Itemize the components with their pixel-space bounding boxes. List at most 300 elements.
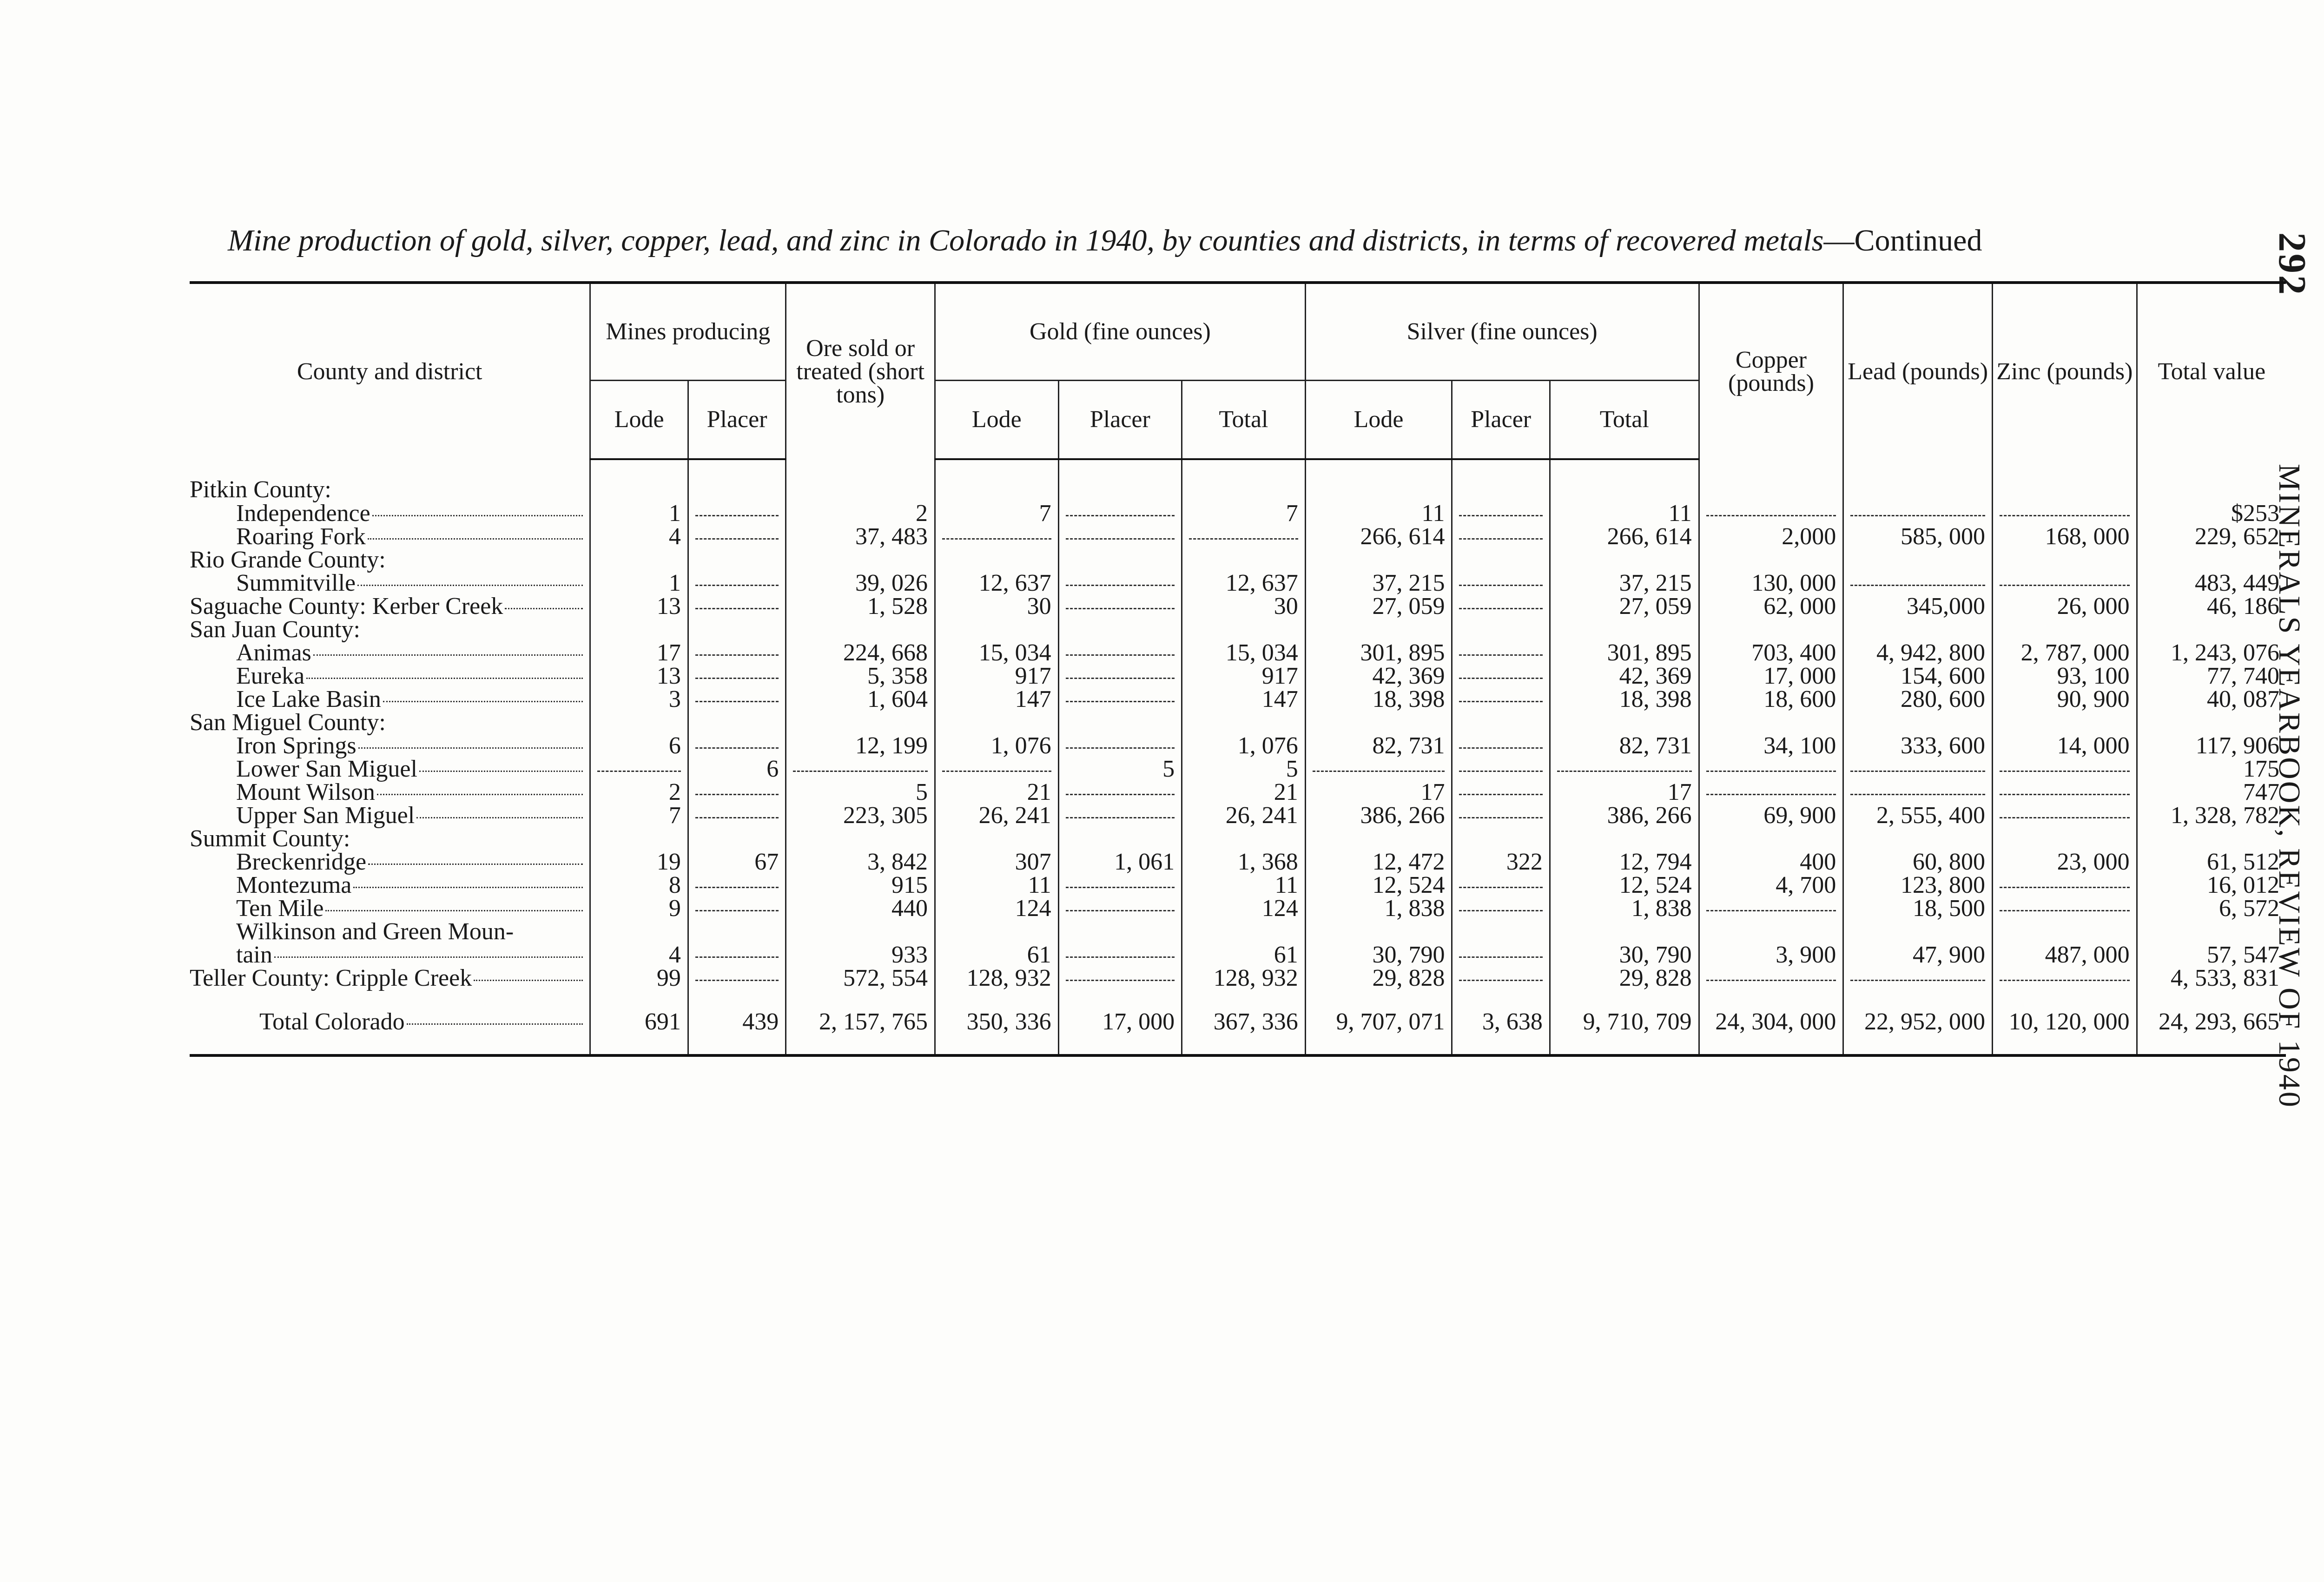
total-cell: 17, 000 (1058, 990, 1182, 1055)
total-cell: 22, 952, 000 (1843, 990, 1993, 1055)
running-head-title: MINERALS YEARBOOK, REVIEW OF 1940 (2272, 464, 2306, 1109)
table-cell: 3, 900 (1699, 943, 1843, 967)
table-cell: 301, 895 (1550, 641, 1699, 665)
table-cell (1843, 967, 1993, 990)
table-cell: 14, 000 (1993, 734, 2137, 758)
table-cell: 917 (1182, 665, 1306, 688)
row-label: Summit County: (190, 825, 350, 852)
table-cell (688, 641, 786, 665)
table-cell (1993, 548, 2137, 572)
table-cell: 37, 483 (786, 525, 935, 548)
table-cell (1550, 920, 1699, 943)
row-label (190, 595, 590, 618)
row-label (190, 874, 590, 897)
table-cell (1058, 525, 1182, 548)
col-gold-lode: Lode (935, 381, 1059, 460)
table-cell (1993, 572, 2137, 595)
table-cell (688, 618, 786, 641)
col-gold: Gold (fine ounces) (935, 283, 1306, 381)
table-cell (1452, 967, 1550, 990)
table-cell: 386, 266 (1305, 804, 1452, 827)
table-cell (2137, 920, 2286, 943)
table-cell: 224, 668 (786, 641, 935, 665)
table-cell (1452, 459, 1550, 502)
table-cell: 933 (786, 943, 935, 967)
total-cell: 24, 293, 665 (2137, 990, 2286, 1055)
row-label: San Juan County: (190, 616, 360, 643)
table-cell (1305, 618, 1452, 641)
table-cell (1058, 688, 1182, 711)
table-cell: 6 (590, 734, 688, 758)
table-cell (1993, 827, 2137, 850)
table-cell (688, 874, 786, 897)
table-cell (1452, 781, 1550, 804)
total-cell: 24, 304, 000 (1699, 990, 1843, 1055)
row-label (190, 572, 590, 595)
table-cell: 168, 000 (1993, 525, 2137, 548)
table-cell (1305, 711, 1452, 734)
row-label: Rio Grande County: (190, 547, 386, 573)
table-cell (1452, 502, 1550, 525)
table-cell: 29, 828 (1550, 967, 1699, 990)
row-label-text: Ten Mile (236, 895, 324, 922)
table-cell (1452, 874, 1550, 897)
table-cell (688, 734, 786, 758)
table-cell: 99 (590, 967, 688, 990)
col-mines-lode: Lode (590, 381, 688, 460)
total-label-text: Total Colorado (259, 1009, 405, 1035)
total-cell: 350, 336 (935, 990, 1059, 1055)
table-cell (786, 920, 935, 943)
table-cell (1305, 548, 1452, 572)
table-cell: 12, 199 (786, 734, 935, 758)
table-cell (1182, 548, 1306, 572)
table-cell (688, 827, 786, 850)
table-cell (1699, 711, 1843, 734)
table-cell (1843, 502, 1993, 525)
col-gold-placer: Placer (1058, 381, 1182, 460)
table-cell (1550, 827, 1699, 850)
table-cell (1452, 920, 1550, 943)
table-cell: 61, 512 (2137, 850, 2286, 874)
table-cell: 67 (688, 850, 786, 874)
table-cell (1550, 758, 1699, 781)
table-cell: 5, 358 (786, 665, 935, 688)
table-cell: 40, 087 (2137, 688, 2286, 711)
table-cell (1993, 711, 2137, 734)
table-cell (1305, 827, 1452, 850)
table-cell: 93, 100 (1993, 665, 2137, 688)
total-cell: 10, 120, 000 (1993, 990, 2137, 1055)
table-cell: 1, 076 (1182, 734, 1306, 758)
table-row (190, 734, 2286, 758)
table-cell (786, 618, 935, 641)
row-label-text: Mount Wilson (236, 779, 375, 805)
row-label-text: Upper San Miguel (236, 802, 415, 829)
table-cell (688, 459, 786, 502)
table-cell (935, 618, 1059, 641)
row-label-text: Iron Springs (236, 732, 357, 759)
table-row (190, 758, 2286, 781)
table-row (190, 641, 2286, 665)
table-cell: 34, 100 (1699, 734, 1843, 758)
table-cell: 11 (1305, 502, 1452, 525)
table-cell: 1 (590, 502, 688, 525)
table-cell: 57, 547 (2137, 943, 2286, 967)
table-cell (1058, 502, 1182, 525)
table-cell (1699, 758, 1843, 781)
table-body (190, 459, 2286, 1055)
row-label-text: Roaring Fork (236, 523, 366, 550)
table-cell (935, 459, 1059, 502)
production-table (190, 281, 2286, 1057)
table-cell (688, 967, 786, 990)
table-cell: 280, 600 (1843, 688, 1993, 711)
table-cell (1699, 502, 1843, 525)
table-cell (1699, 459, 1843, 502)
table-cell (1699, 781, 1843, 804)
table-cell (688, 548, 786, 572)
table-cell (1993, 874, 2137, 897)
county-row (190, 618, 2286, 641)
table-cell (1452, 827, 1550, 850)
table-cell (2137, 827, 2286, 850)
table-cell: 147 (1182, 688, 1306, 711)
table-cell: 30, 790 (1305, 943, 1452, 967)
row-label-text: Montezuma (236, 872, 352, 898)
table-cell: 301, 895 (1305, 641, 1452, 665)
row-label: San Miguel County: (190, 709, 386, 736)
col-county-district: County and district (190, 283, 590, 459)
table-cell: 747 (2137, 781, 2286, 804)
table-cell: 7 (590, 804, 688, 827)
page-number: 292 (2271, 232, 2314, 297)
table-cell (1452, 572, 1550, 595)
table-cell (688, 781, 786, 804)
row-label-text: tain (236, 942, 272, 968)
table-cell (1452, 595, 1550, 618)
table-cell (590, 459, 688, 502)
table-cell (935, 548, 1059, 572)
caption-continued: —Continued (1823, 224, 1982, 257)
table-cell (1843, 618, 1993, 641)
table-row (190, 897, 2286, 920)
table-cell (1550, 711, 1699, 734)
table-row (190, 781, 2286, 804)
table-cell (1993, 618, 2137, 641)
table-cell: 9 (590, 897, 688, 920)
row-label (190, 850, 590, 874)
table-cell (590, 548, 688, 572)
table-cell (1058, 618, 1182, 641)
county-row (190, 827, 2286, 850)
table-cell (590, 711, 688, 734)
table-cell: 18, 398 (1305, 688, 1452, 711)
table-cell: 42, 369 (1305, 665, 1452, 688)
table-cell: 1, 243, 076 (2137, 641, 2286, 665)
table-cell (935, 827, 1059, 850)
table-cell: 124 (935, 897, 1059, 920)
table-cell (688, 595, 786, 618)
table-cell (1182, 711, 1306, 734)
row-label (190, 758, 590, 781)
row-label (190, 943, 590, 967)
table-cell (1843, 572, 1993, 595)
county-row (190, 459, 2286, 502)
table-cell: 1, 061 (1058, 850, 1182, 874)
table-cell: 2 (786, 502, 935, 525)
table-row (190, 595, 2286, 618)
table-cell: 77, 740 (2137, 665, 2286, 688)
row-label-text: Lower San Miguel (236, 756, 417, 782)
col-total-value: Total value (2137, 283, 2286, 459)
table-cell (1843, 711, 1993, 734)
col-zinc: Zinc (pounds) (1993, 283, 2137, 459)
county-row (190, 711, 2286, 734)
table-cell: 6, 572 (2137, 897, 2286, 920)
table-cell: 2, 787, 000 (1993, 641, 2137, 665)
total-cell: 367, 336 (1182, 990, 1306, 1055)
table-cell (688, 920, 786, 943)
table-cell: 60, 800 (1843, 850, 1993, 874)
table-cell: 483, 449 (2137, 572, 2286, 595)
table-cell (935, 758, 1059, 781)
row-label (190, 665, 590, 688)
table-cell (1452, 711, 1550, 734)
table-cell (1452, 618, 1550, 641)
table-cell: 2, 555, 400 (1843, 804, 1993, 827)
table-cell (1058, 781, 1182, 804)
table-cell (688, 943, 786, 967)
table-cell: 82, 731 (1550, 734, 1699, 758)
row-label-text: Independence (236, 500, 370, 527)
caption-title: Mine production of gold, silver, copper, lead, and zinc in Colorado in 1940, by counties and districts, in terms of recovered metals (228, 224, 1824, 257)
table-cell: 1, 838 (1550, 897, 1699, 920)
table-cell (1699, 967, 1843, 990)
table-cell: 1, 838 (1305, 897, 1452, 920)
table-cell: 229, 652 (2137, 525, 2286, 548)
table-cell: 17 (590, 641, 688, 665)
table-cell (1058, 595, 1182, 618)
table-cell: 30 (935, 595, 1059, 618)
table-cell (2137, 618, 2286, 641)
row-label (190, 641, 590, 665)
table-cell (2137, 548, 2286, 572)
row-label-text: Animas (236, 639, 311, 666)
table-cell (1058, 967, 1182, 990)
table-cell (1993, 967, 2137, 990)
table-cell: 440 (786, 897, 935, 920)
table-cell: 703, 400 (1699, 641, 1843, 665)
table-cell: 47, 900 (1843, 943, 1993, 967)
table-cell: 147 (935, 688, 1059, 711)
table-row (190, 688, 2286, 711)
table-cell (2137, 459, 2286, 502)
table-cell: 1, 328, 782 (2137, 804, 2286, 827)
col-silver-placer: Placer (1452, 381, 1550, 460)
table-cell (1699, 618, 1843, 641)
table-cell: 400 (1699, 850, 1843, 874)
table-cell (786, 459, 935, 502)
table-cell (1305, 758, 1452, 781)
col-copper: Copper (pounds) (1699, 283, 1843, 459)
table-cell: 266, 614 (1550, 525, 1699, 548)
total-cell: 2, 157, 765 (786, 990, 935, 1055)
col-lead: Lead (pounds) (1843, 283, 1993, 459)
table-cell: 128, 932 (935, 967, 1059, 990)
table-cell (1058, 874, 1182, 897)
table-cell: 37, 215 (1550, 572, 1699, 595)
table-cell (1452, 665, 1550, 688)
table-cell (1182, 525, 1306, 548)
col-ore-sold: Ore sold or treated (short tons) (786, 283, 935, 459)
col-mines-placer: Placer (688, 381, 786, 460)
table-cell: 16, 012 (2137, 874, 2286, 897)
table-cell: 26, 000 (1993, 595, 2137, 618)
table-cell: 4, 533, 831 (2137, 967, 2286, 990)
table-cell (688, 665, 786, 688)
table-cell (1843, 781, 1993, 804)
table-cell: 3 (590, 688, 688, 711)
table-row (190, 804, 2286, 827)
table-cell (1699, 827, 1843, 850)
table-cell: 61 (935, 943, 1059, 967)
table-cell: 13 (590, 665, 688, 688)
table-cell: 21 (935, 781, 1059, 804)
table-cell (1058, 548, 1182, 572)
table-cell (1452, 734, 1550, 758)
table-cell: 29, 828 (1305, 967, 1452, 990)
table-cell: 11 (935, 874, 1059, 897)
table-cell (1058, 641, 1182, 665)
table-cell (1182, 618, 1306, 641)
table-cell: 69, 900 (1699, 804, 1843, 827)
table-cell: 117, 906 (2137, 734, 2286, 758)
table-cell (786, 758, 935, 781)
table-cell: 26, 241 (935, 804, 1059, 827)
table-cell (786, 711, 935, 734)
table-cell (688, 502, 786, 525)
table-cell: 12, 637 (935, 572, 1059, 595)
total-cell: 3, 638 (1452, 990, 1550, 1055)
row-label (190, 967, 590, 990)
table-cell (1058, 665, 1182, 688)
table-cell (1182, 827, 1306, 850)
table-cell: 62, 000 (1699, 595, 1843, 618)
table-cell (688, 572, 786, 595)
table-cell: 21 (1182, 781, 1306, 804)
table-cell: 1, 076 (935, 734, 1059, 758)
table-cell (1452, 758, 1550, 781)
table-cell (1550, 618, 1699, 641)
table-cell (1452, 688, 1550, 711)
table-cell: 7 (935, 502, 1059, 525)
col-silver: Silver (fine ounces) (1305, 283, 1699, 381)
table-cell (1993, 502, 2137, 525)
table-row (190, 967, 2286, 990)
table-cell (1058, 711, 1182, 734)
table-cell (688, 525, 786, 548)
table-row (190, 920, 2286, 943)
total-row (190, 990, 2286, 1055)
table-cell (1843, 548, 1993, 572)
table-cell: 3, 842 (786, 850, 935, 874)
row-label (190, 525, 590, 548)
table-cell: 1, 368 (1182, 850, 1306, 874)
table-cell (1843, 758, 1993, 781)
table-cell (1182, 920, 1306, 943)
county-row (190, 548, 2286, 572)
table-cell: 572, 554 (786, 967, 935, 990)
table-cell (1058, 943, 1182, 967)
table-cell: 18, 500 (1843, 897, 1993, 920)
table-row (190, 525, 2286, 548)
row-label-text: Saguache County: Kerber Creek (190, 593, 503, 620)
table-cell (590, 618, 688, 641)
row-label: Wilkinson and Green Moun- (236, 918, 514, 945)
table-cell (1550, 459, 1699, 502)
table-cell: 4 (590, 943, 688, 967)
table-cell: 13 (590, 595, 688, 618)
table-cell: 27, 059 (1550, 595, 1699, 618)
table-cell: 12, 524 (1550, 874, 1699, 897)
table-cell: 1, 528 (786, 595, 935, 618)
row-label-text: Eureka (236, 663, 305, 689)
table-row (190, 874, 2286, 897)
table-cell (1452, 943, 1550, 967)
table-cell: 585, 000 (1843, 525, 1993, 548)
table-cell: 2,000 (1699, 525, 1843, 548)
table-cell (1058, 459, 1182, 502)
table-cell (1452, 897, 1550, 920)
table-cell (1058, 804, 1182, 827)
table-cell: 175 (2137, 758, 2286, 781)
table-row (190, 850, 2286, 874)
table-cell: 37, 215 (1305, 572, 1452, 595)
table-cell (1182, 459, 1306, 502)
table-cell: 61 (1182, 943, 1306, 967)
table-cell (1993, 781, 2137, 804)
table-cell: 345,000 (1843, 595, 1993, 618)
table-cell: 223, 305 (786, 804, 935, 827)
table-cell (1843, 920, 1993, 943)
table-cell (688, 688, 786, 711)
row-label (190, 502, 590, 525)
table-cell: 15, 034 (935, 641, 1059, 665)
table-cell: 5 (1058, 758, 1182, 781)
table-cell (1058, 827, 1182, 850)
row-label (190, 734, 590, 758)
table-cell: 5 (786, 781, 935, 804)
table-cell: 18, 398 (1550, 688, 1699, 711)
table-cell: 2 (590, 781, 688, 804)
table-cell: 82, 731 (1305, 734, 1452, 758)
table-cell: 4 (590, 525, 688, 548)
table-cell: 26, 241 (1182, 804, 1306, 827)
table-cell (590, 827, 688, 850)
col-silver-total: Total (1550, 381, 1699, 460)
table-cell (1058, 920, 1182, 943)
table-cell (1699, 920, 1843, 943)
row-label (190, 804, 590, 827)
table-caption (228, 222, 2259, 259)
table-cell: 130, 000 (1699, 572, 1843, 595)
total-label (190, 990, 590, 1055)
table-cell: 12, 472 (1305, 850, 1452, 874)
table-cell (1305, 459, 1452, 502)
table-cell (688, 804, 786, 827)
table-cell (1058, 572, 1182, 595)
